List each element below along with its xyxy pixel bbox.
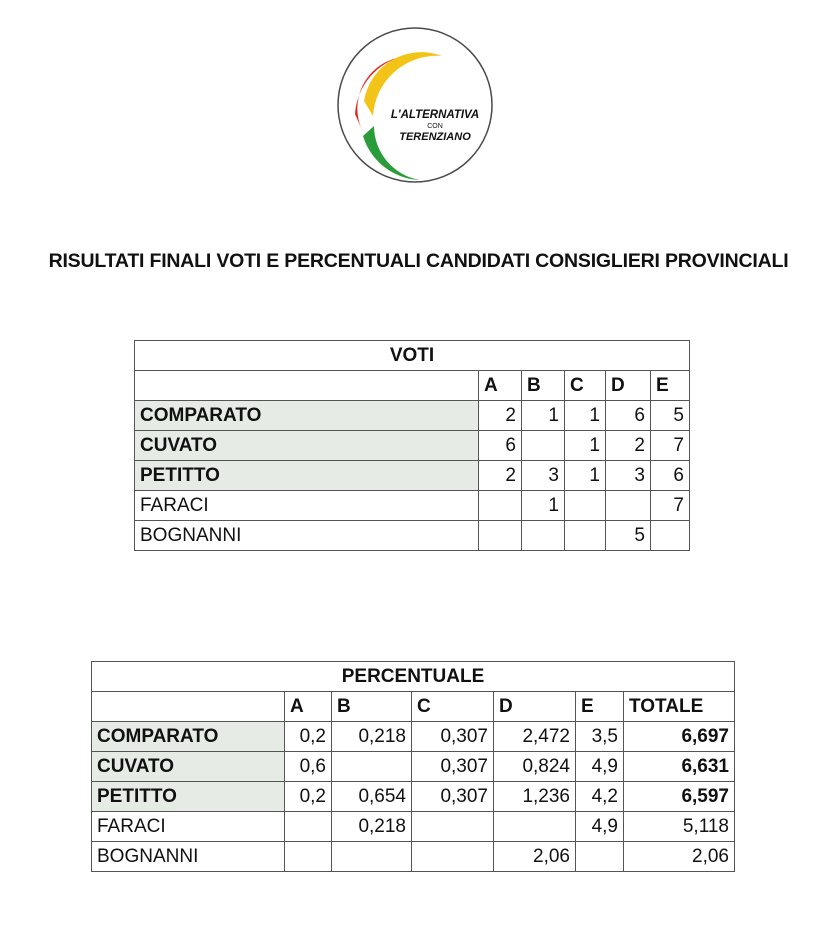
column-header: D [494, 692, 576, 722]
value-cell: 0,654 [332, 782, 412, 812]
percentuale-table [91, 661, 735, 872]
value-cell: 0,218 [332, 722, 412, 752]
logo-text-line2: CON [427, 123, 443, 130]
logo-ring [338, 28, 492, 182]
value-cell: 0,2 [285, 782, 332, 812]
voti-table-body [135, 341, 690, 551]
value-cell: 7 [651, 491, 690, 521]
header-blank-cell [92, 692, 285, 722]
candidate-name: BOGNANNI [135, 521, 479, 551]
page-title: RISULTATI FINALI VOTI E PERCENTUALI CANDIDATI CONSIGLIERI PROVINCIALI [48, 250, 789, 272]
value-cell: 2,06 [494, 842, 576, 872]
value-cell [565, 491, 606, 521]
column-header: D [606, 371, 651, 401]
value-cell [332, 842, 412, 872]
value-cell: 1 [565, 401, 606, 431]
caption-row [135, 341, 690, 371]
table-row [135, 521, 690, 551]
header-blank-cell [135, 371, 479, 401]
value-cell: 7 [651, 431, 690, 461]
value-cell: 2 [479, 401, 522, 431]
value-cell: 5 [606, 521, 651, 551]
table-row [92, 812, 735, 842]
value-cell [332, 752, 412, 782]
value-cell: 0,218 [332, 812, 412, 842]
value-cell: 2 [606, 431, 651, 461]
logo-text-line3: TERENZIANO [399, 131, 471, 143]
table-caption: PERCENTUALE [92, 662, 735, 692]
column-header: E [651, 371, 690, 401]
candidate-name: PETITTO [135, 461, 479, 491]
value-cell [285, 842, 332, 872]
candidate-name: COMPARATO [135, 401, 479, 431]
value-cell: 4,9 [576, 752, 624, 782]
value-cell [565, 521, 606, 551]
value-cell: 6 [606, 401, 651, 431]
value-cell: 0,6 [285, 752, 332, 782]
lalternativa-logo [336, 26, 494, 184]
value-cell [522, 521, 565, 551]
column-header: A [285, 692, 332, 722]
value-cell: 1 [522, 491, 565, 521]
table-row [92, 842, 735, 872]
value-cell: 4,2 [576, 782, 624, 812]
table-caption: VOTI [135, 341, 690, 371]
table-row [135, 461, 690, 491]
value-cell [412, 812, 494, 842]
value-cell: 6,697 [624, 722, 735, 752]
value-cell: 3 [606, 461, 651, 491]
table-row [135, 491, 690, 521]
column-header: B [522, 371, 565, 401]
value-cell: 3,5 [576, 722, 624, 752]
value-cell: 5,118 [624, 812, 735, 842]
value-cell: 1 [565, 461, 606, 491]
column-header: TOTALE [624, 692, 735, 722]
candidate-name: BOGNANNI [92, 842, 285, 872]
candidate-name: CUVATO [135, 431, 479, 461]
value-cell: 6 [651, 461, 690, 491]
value-cell: 1 [522, 401, 565, 431]
value-cell: 1,236 [494, 782, 576, 812]
value-cell [606, 491, 651, 521]
caption-row [92, 662, 735, 692]
value-cell: 0,824 [494, 752, 576, 782]
column-header: B [332, 692, 412, 722]
table-row [135, 401, 690, 431]
value-cell [412, 842, 494, 872]
candidate-name: PETITTO [92, 782, 285, 812]
candidate-name: FARACI [92, 812, 285, 842]
column-header: C [412, 692, 494, 722]
value-cell: 0,2 [285, 722, 332, 752]
value-cell [576, 842, 624, 872]
value-cell [479, 521, 522, 551]
value-cell: 3 [522, 461, 565, 491]
voti-table [134, 340, 690, 551]
table-row [92, 782, 735, 812]
value-cell: 2 [479, 461, 522, 491]
candidate-name: CUVATO [92, 752, 285, 782]
column-header: C [565, 371, 606, 401]
column-header: A [479, 371, 522, 401]
value-cell: 5 [651, 401, 690, 431]
logo-text-line1: L'ALTERNATIVA [390, 109, 480, 121]
candidate-name: COMPARATO [92, 722, 285, 752]
value-cell: 4,9 [576, 812, 624, 842]
value-cell: 2,472 [494, 722, 576, 752]
value-cell: 6 [479, 431, 522, 461]
value-cell: 0,307 [412, 722, 494, 752]
value-cell [651, 521, 690, 551]
value-cell [522, 431, 565, 461]
value-cell [494, 812, 576, 842]
header-row [92, 692, 735, 722]
value-cell: 1 [565, 431, 606, 461]
value-cell: 6,597 [624, 782, 735, 812]
value-cell [479, 491, 522, 521]
percentuale-table-body [92, 662, 735, 872]
value-cell: 0,307 [412, 782, 494, 812]
value-cell: 2,06 [624, 842, 735, 872]
table-row [92, 722, 735, 752]
column-header: E [576, 692, 624, 722]
value-cell [285, 812, 332, 842]
value-cell: 0,307 [412, 752, 494, 782]
value-cell: 6,631 [624, 752, 735, 782]
candidate-name: FARACI [135, 491, 479, 521]
header-row [135, 371, 690, 401]
table-row [135, 431, 690, 461]
table-row [92, 752, 735, 782]
